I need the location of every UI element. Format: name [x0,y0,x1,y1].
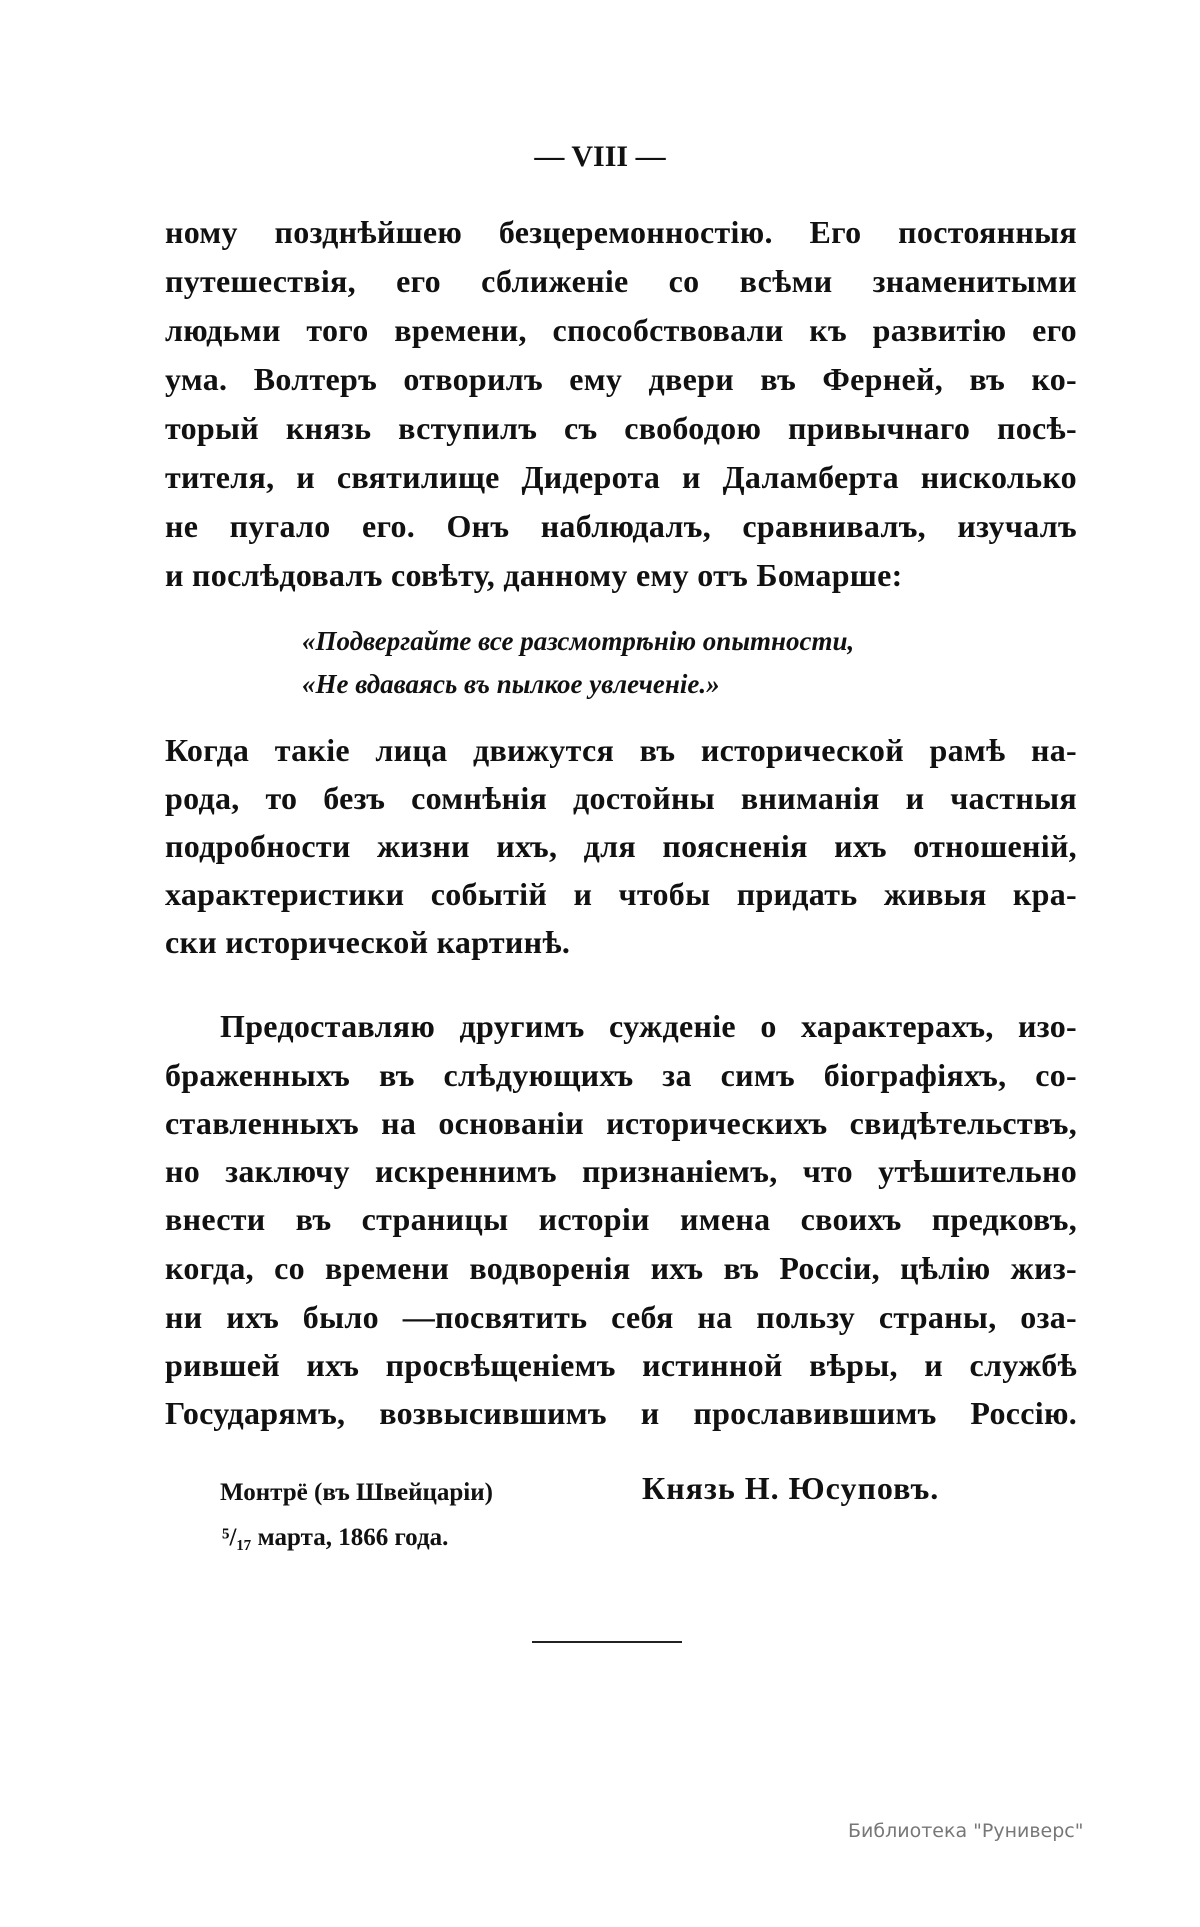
closing-rule [532,1641,682,1643]
text-line: Когда такіе лица движутся въ исторической рамѣ на- [165,732,1077,768]
text-line: когда, со времени водворенія ихъ въ Россіи, цѣлію жиз- [165,1250,1077,1286]
text-line: характеристики событій и чтобы придать живыя кра- [165,876,1077,912]
text-line: тителя, и святилище Дидерота и Даламберта нисколько [165,459,1077,495]
text-line: людьми того времени, способствовали къ развитію его [165,312,1077,348]
page-number: — VIII — [534,140,666,173]
text-line: рода, то безъ сомнѣнія достойны вниманія и частныя [165,780,1077,816]
text-line: ставленныхъ на основаніи историческихъ свидѣтельствъ, [165,1105,1077,1141]
text-line: ни ихъ было —посвятить себя на пользу страны, оза- [165,1299,1077,1335]
text-line: «Подвергайте все разсмотрѣнію опытности, [302,626,855,656]
text-line: ума. Волтеръ отворилъ ему двери въ Ферней, въ ко- [165,361,1077,397]
place-line: Монтрё (въ Швейцаріи) [220,1479,493,1506]
date-line: ⁵/₁₇ марта, 1866 года. [222,1524,449,1551]
text-line: внести въ страницы исторіи имена своихъ предковъ, [165,1201,1077,1237]
text-line: подробности жизни ихъ, для поясненія ихъ отношеній, [165,828,1077,864]
text-line: ному позднѣйшею безцеремонностію. Его постоянныя [165,214,1077,250]
text-line: не пугало его. Онъ наблюдалъ, сравнивалъ, изучалъ [165,508,1077,544]
text-line: рившей ихъ просвѣщеніемъ истинной вѣры, и службѣ [165,1347,1077,1383]
text-line: браженныхъ въ слѣдующихъ за симъ біографіяхъ, со- [165,1057,1077,1093]
text-line: «Не вдаваясь въ пылкое увлеченіе.» [302,669,720,699]
text-line: ски исторической картинѣ. [165,924,571,960]
text-line: Предоставляю другимъ сужденіе о характерахъ, изо- [220,1008,1077,1044]
text-line: Государямъ, возвысившимъ и прославившимъ Россію. [165,1395,1077,1431]
text-line: и послѣдовалъ совѣту, данному ему отъ Бомарше: [165,557,903,593]
text-line: но заключу искреннимъ признаніемъ, что утѣшительно [165,1153,1077,1189]
text-line: путешествія, его сближеніе со всѣми знаменитыми [165,263,1077,299]
signature: Князь Н. Юсуповъ. [642,1470,940,1506]
library-watermark: Библиотека "Руниверс" [848,1820,1084,1842]
text-line: торый князь вступилъ съ свободою привычнаго посѣ- [165,410,1077,446]
